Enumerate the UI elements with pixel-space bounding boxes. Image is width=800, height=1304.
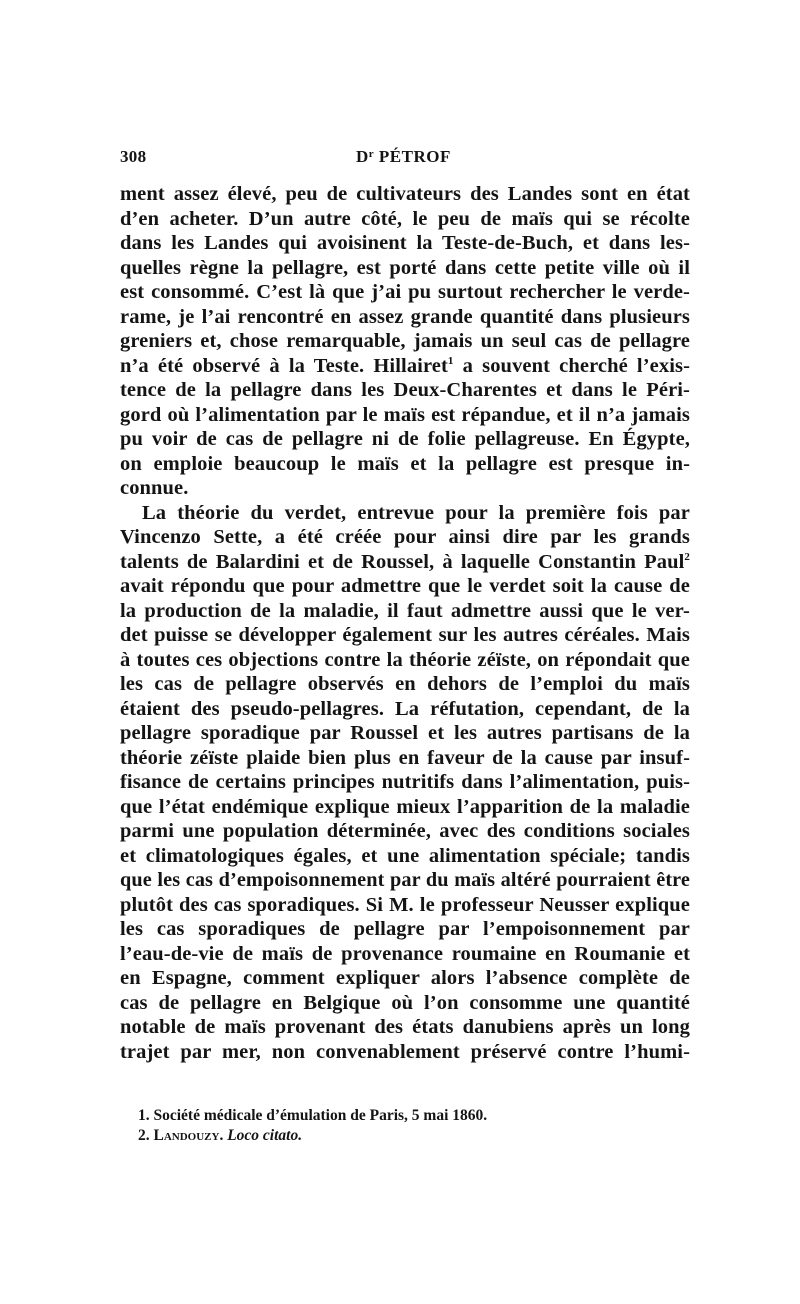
text-line: est consommé. C’est là que j’ai pu surtout rechercher le verde- bbox=[120, 281, 690, 303]
text-line: d’en acheter. D’un autre côté, le peu de maïs qui se récolte bbox=[120, 207, 690, 230]
text-line: avait répondu que pour admettre que le verdet soit la cause de bbox=[120, 575, 690, 597]
footnote-number: 1. bbox=[138, 1107, 150, 1124]
footnote-author: Landouzy. bbox=[153, 1127, 224, 1144]
footnote-text: Société médicale d’émulation de Paris, 5 mai 1860. bbox=[153, 1107, 488, 1124]
text-line: que l’état endémique explique mieux l’apparition de la maladie bbox=[120, 795, 690, 818]
text-line: gord où l’alimentation par le maïs est répandue, et il n’a jamais bbox=[120, 403, 690, 426]
text-line: det puisse se développer également sur les autres céréales. Mais bbox=[120, 624, 690, 646]
text-line: greniers et, chose remarquable, jamais un seul cas de pellagre bbox=[120, 330, 690, 352]
text-segment: a souvent cherché l’exis- bbox=[453, 354, 690, 377]
text-line: les cas de pellagre observés en dehors de l’emploi du maïs bbox=[120, 673, 690, 695]
text-line: on emploie beaucoup le maïs et la pellagre est presque in- bbox=[120, 452, 690, 475]
text-line: plutôt des cas sporadiques. Si M. le professeur Neusser explique bbox=[120, 893, 690, 916]
author-prefix-sup: r bbox=[368, 148, 375, 160]
footnotes bbox=[138, 1106, 598, 1146]
text-line bbox=[120, 354, 690, 379]
footnote-number: 2. bbox=[138, 1127, 150, 1144]
text-line: l’eau-de-vie de maïs de provenance roumaine en Roumanie et bbox=[120, 942, 690, 965]
text-line: trajet par mer, non convenablement préservé contre l’humi- bbox=[120, 1040, 690, 1063]
text-line: cas de pellagre en Belgique où l’on consomme une quantité bbox=[120, 991, 690, 1014]
body-text bbox=[120, 182, 690, 1064]
text-line: théorie zéïste plaide bien plus en faveur de la cause par insuf- bbox=[120, 746, 690, 769]
text-line: notable de maïs provenant des états danubiens après un long bbox=[120, 1016, 690, 1038]
text-segment: n’a été observé à la Teste. Hillairet bbox=[120, 354, 448, 377]
text-segment: talents de Balardini et de Roussel, à laquelle Constantin Paul bbox=[120, 550, 685, 573]
running-header bbox=[120, 147, 690, 173]
text-line: pellagre sporadique par Roussel et les autres partisans de la bbox=[120, 722, 690, 744]
text-line: la production de la maladie, il faut admettre aussi que le ver- bbox=[120, 599, 690, 622]
text-line: Vincenzo Sette, a été créée pour ainsi dire par les grands bbox=[120, 526, 690, 548]
footnote-2 bbox=[138, 1126, 598, 1146]
text-line: ment assez élevé, peu de cultivateurs des Landes sont en état bbox=[120, 183, 690, 205]
text-line: dans les Landes qui avoisinent la Teste-de-Buch, et dans les- bbox=[120, 232, 690, 254]
author-prefix: D bbox=[356, 147, 369, 166]
text-line: La théorie du verdet, entrevue pour la première fois par bbox=[142, 501, 690, 524]
footnote-citation: Loco citato. bbox=[227, 1127, 303, 1144]
text-line: parmi une population déterminée, avec des conditions sociales bbox=[120, 820, 690, 842]
running-title bbox=[356, 147, 451, 167]
text-line bbox=[120, 550, 690, 575]
text-line: rame, je l’ai rencontré en assez grande quantité dans plusieurs bbox=[120, 305, 690, 328]
text-line: en Espagne, comment expliquer alors l’absence complète de bbox=[120, 967, 690, 989]
text-line: étaient des pseudo-pellagres. La réfutation, cependant, de la bbox=[120, 697, 690, 720]
text-line: et climatologiques égales, et une alimentation spéciale; tandis bbox=[120, 844, 690, 867]
page-number: 308 bbox=[120, 147, 147, 166]
text-line: connue. bbox=[120, 477, 189, 499]
text-line: les cas sporadiques de pellagre par l’empoisonnement par bbox=[120, 918, 690, 940]
footnote-ref-1: 1 bbox=[447, 354, 454, 367]
text-line: à toutes ces objections contre la théorie zéïste, on répondait que bbox=[120, 648, 690, 671]
text-line: que les cas d’empoisonnement par du maïs altéré pourraient être bbox=[120, 869, 690, 891]
footnote-1 bbox=[138, 1106, 598, 1126]
text-line: fisance de certains principes nutritifs dans l’alimentation, puis- bbox=[120, 771, 690, 793]
author-name: PÉTROF bbox=[378, 147, 451, 166]
text-line: quelles règne la pellagre, est porté dans cette petite ville où il bbox=[120, 256, 690, 279]
footnote-ref-2: 2 bbox=[684, 550, 690, 563]
text-line: pu voir de cas de pellagre ni de folie pellagreuse. En Égypte, bbox=[120, 428, 690, 450]
text-line: tence de la pellagre dans les Deux-Charentes et dans le Péri- bbox=[120, 379, 690, 401]
